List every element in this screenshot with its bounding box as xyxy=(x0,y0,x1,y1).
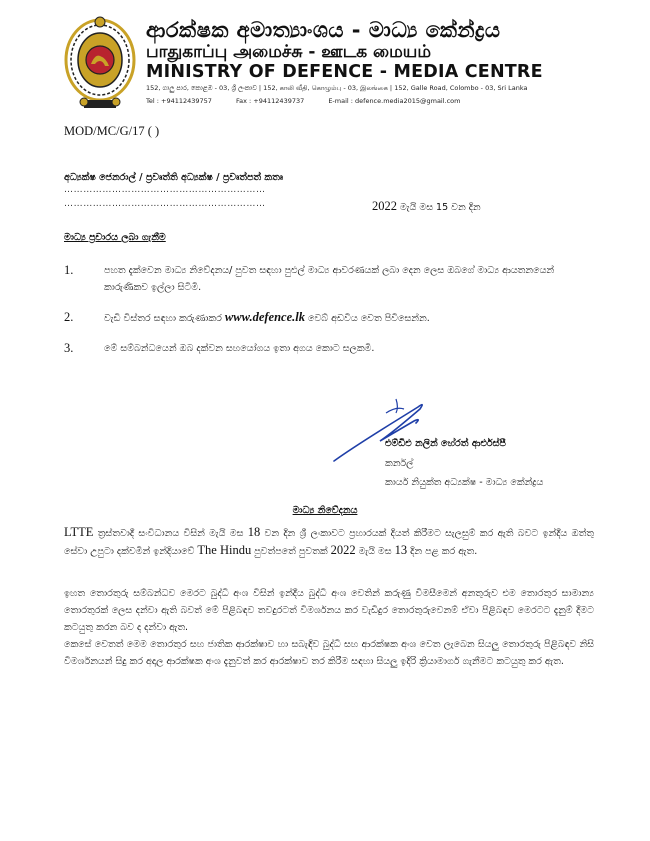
addressee-line: අධ්‍යක්ෂ ජෙනරාල් / ප්‍රවෘත්ති අධ්‍යක්ෂ / ප්‍රවෘත්පත් කතෘ xyxy=(64,172,283,183)
letter-date xyxy=(372,199,481,214)
text-part: මැයි මස xyxy=(355,546,395,557)
paragraph-text-part: වෙබ් අඩවිය වෙත පිවිසෙන්න. xyxy=(304,313,430,324)
fax-number: Fax : +94112439737 xyxy=(236,97,305,105)
email-address: E-mail : defence.media2015@gmail.com xyxy=(328,97,461,105)
release-paragraph-3: කෙසේ වෙතත් මෙම තොරතුර සහ ජාතික ආරක්ෂාව හා සබැඳිව බුද්ධි සහ ආරක්ෂක අංශ වෙත ලැබෙන සියලු තොරතුරු පිළිබඳව නිසි විමර්ශනයන් සිදු කර අදාල ආරක්ෂක අංශ දැනුවත් කර ආරක්ෂාව තර කිරීම සඳහා සියලු ඉදිරි ක්‍රියාමාර්ග ගැනීමට කටයුතු කර ඇත. xyxy=(64,639,594,667)
letterhead-english: MINISTRY OF DEFENCE - MEDIA CENTRE xyxy=(146,62,543,82)
paragraph-2 xyxy=(64,309,584,327)
paragraph-text-part: වැඩි විස්තර සඳහා කරුණාකර xyxy=(104,313,225,324)
text-part: පුවත්පතේ පුවතක් xyxy=(251,546,331,557)
paragraph-1 xyxy=(64,262,584,296)
sri-lanka-emblem-icon xyxy=(62,14,138,112)
date-year: 2022 xyxy=(372,199,397,213)
text-part: වන දින ශ්‍රී ලංකාවට ප්‍රහාරයක් දියත් කිරීමට සැලසුම් කර ඇති බවට ඉන්දීය ඔත්තු සේවා උපුටා දක්වමින් ඉන්දියාවේ xyxy=(64,528,594,557)
letterhead-contacts xyxy=(146,97,483,105)
handwritten-signature xyxy=(326,393,436,465)
release-paragraph-1 xyxy=(64,524,594,560)
signatory-title: කාර්ය නියුක්ත අධ්‍යක්ෂ - මාධ්‍ය කේන්ද්‍රය xyxy=(385,477,544,488)
paragraph-text: මේ සම්බන්ධයෙන් ඔබ දක්වන සහයෝගය ඉතා අගය කොට සලකමි. xyxy=(104,343,375,354)
blank-line-1: ……………………………………………………… xyxy=(64,185,266,195)
paragraph-text xyxy=(104,309,584,327)
date-text: මැයි මස 15 වන දින xyxy=(400,202,481,213)
paragraph-3 xyxy=(64,340,584,357)
text-part: LTTE xyxy=(64,525,94,539)
website-link[interactable]: www.defence.lk xyxy=(224,310,305,324)
paragraph-number: 1. xyxy=(64,263,74,277)
text-part: The Hindu xyxy=(197,543,252,557)
letterhead-tamil: பாதுகாப்பு அமைச்சு - ஊடக மையம் xyxy=(146,42,432,62)
text-part: ත්‍රස්තවාදී සංවිධානය විසින් මැයි මස xyxy=(93,528,248,539)
reference-number: MOD/MC/G/17 ( ) xyxy=(64,124,160,138)
text-part: දින පළ කර ඇත. xyxy=(407,546,478,557)
text-part: 2022 xyxy=(330,543,356,557)
media-release-title: මාධ්‍ය නිවේදනය xyxy=(292,505,358,516)
signatory-rank: කර්නල් xyxy=(385,458,414,469)
letterhead-sinhala: ආරක්ෂක අමාත්‍යාංශය - මාධ්‍ය කේන්ද්‍රය xyxy=(146,18,501,42)
subject-heading: මාධ්‍ය ප්‍රචාරය ලබා ගැනීම xyxy=(64,232,166,243)
text-part: 18 xyxy=(247,525,261,539)
paragraph-number: 3. xyxy=(64,341,74,355)
paragraph-text: පහත දැක්වෙන මාධ්‍ය නිවේදනය/ පුවත සඳහා පුළුල් මාධ්‍ය ආවරණයක් ලබා දෙන ලෙස ඔබගේ මාධ්‍ය ආයතනයෙන් කාරුණිකව ඉල්ලා සිටිමි. xyxy=(104,265,555,293)
text-part: 13 xyxy=(394,543,408,557)
release-paragraph-2: ඉහත තොරතුරු සම්බන්ධව මෙරට බුද්ධි අංශ විසින් ඉන්දීය බුද්ධි අංශ වෙතින් කරුණු විමසීමෙන් අනතුරුව එම තොරතුර සාමාන්‍ය තොරතුරක් ලෙස දන්වා ඇති බවත් මේ පිළිබඳව තවදුරටත් විමර්ශනය කර වැඩිදුර තොරතුරුවෙනම් ඒවා පිළිබඳව මෙරටට දැනුම් දීමට කටයුතු කරන බව ද දන්වා ඇත. xyxy=(64,588,594,633)
signatory-name: එම්ඩීඑ නලින් හේරත් ආර්එස්පී xyxy=(385,438,506,449)
letterhead-address: 152, ගාලු පාර, කොළඹ - 03, ශ්‍රී ලංකාව | 152, காலி வீதி, கொழும்பு - 03, இலங்கை | 152, Galle Road, Colombo - 03, Sri Lanka xyxy=(146,84,528,92)
paragraph-number: 2. xyxy=(64,310,74,324)
telephone-number: Tel : +94112439757 xyxy=(146,97,212,105)
blank-line-2: ……………………………………………………… xyxy=(64,199,266,209)
